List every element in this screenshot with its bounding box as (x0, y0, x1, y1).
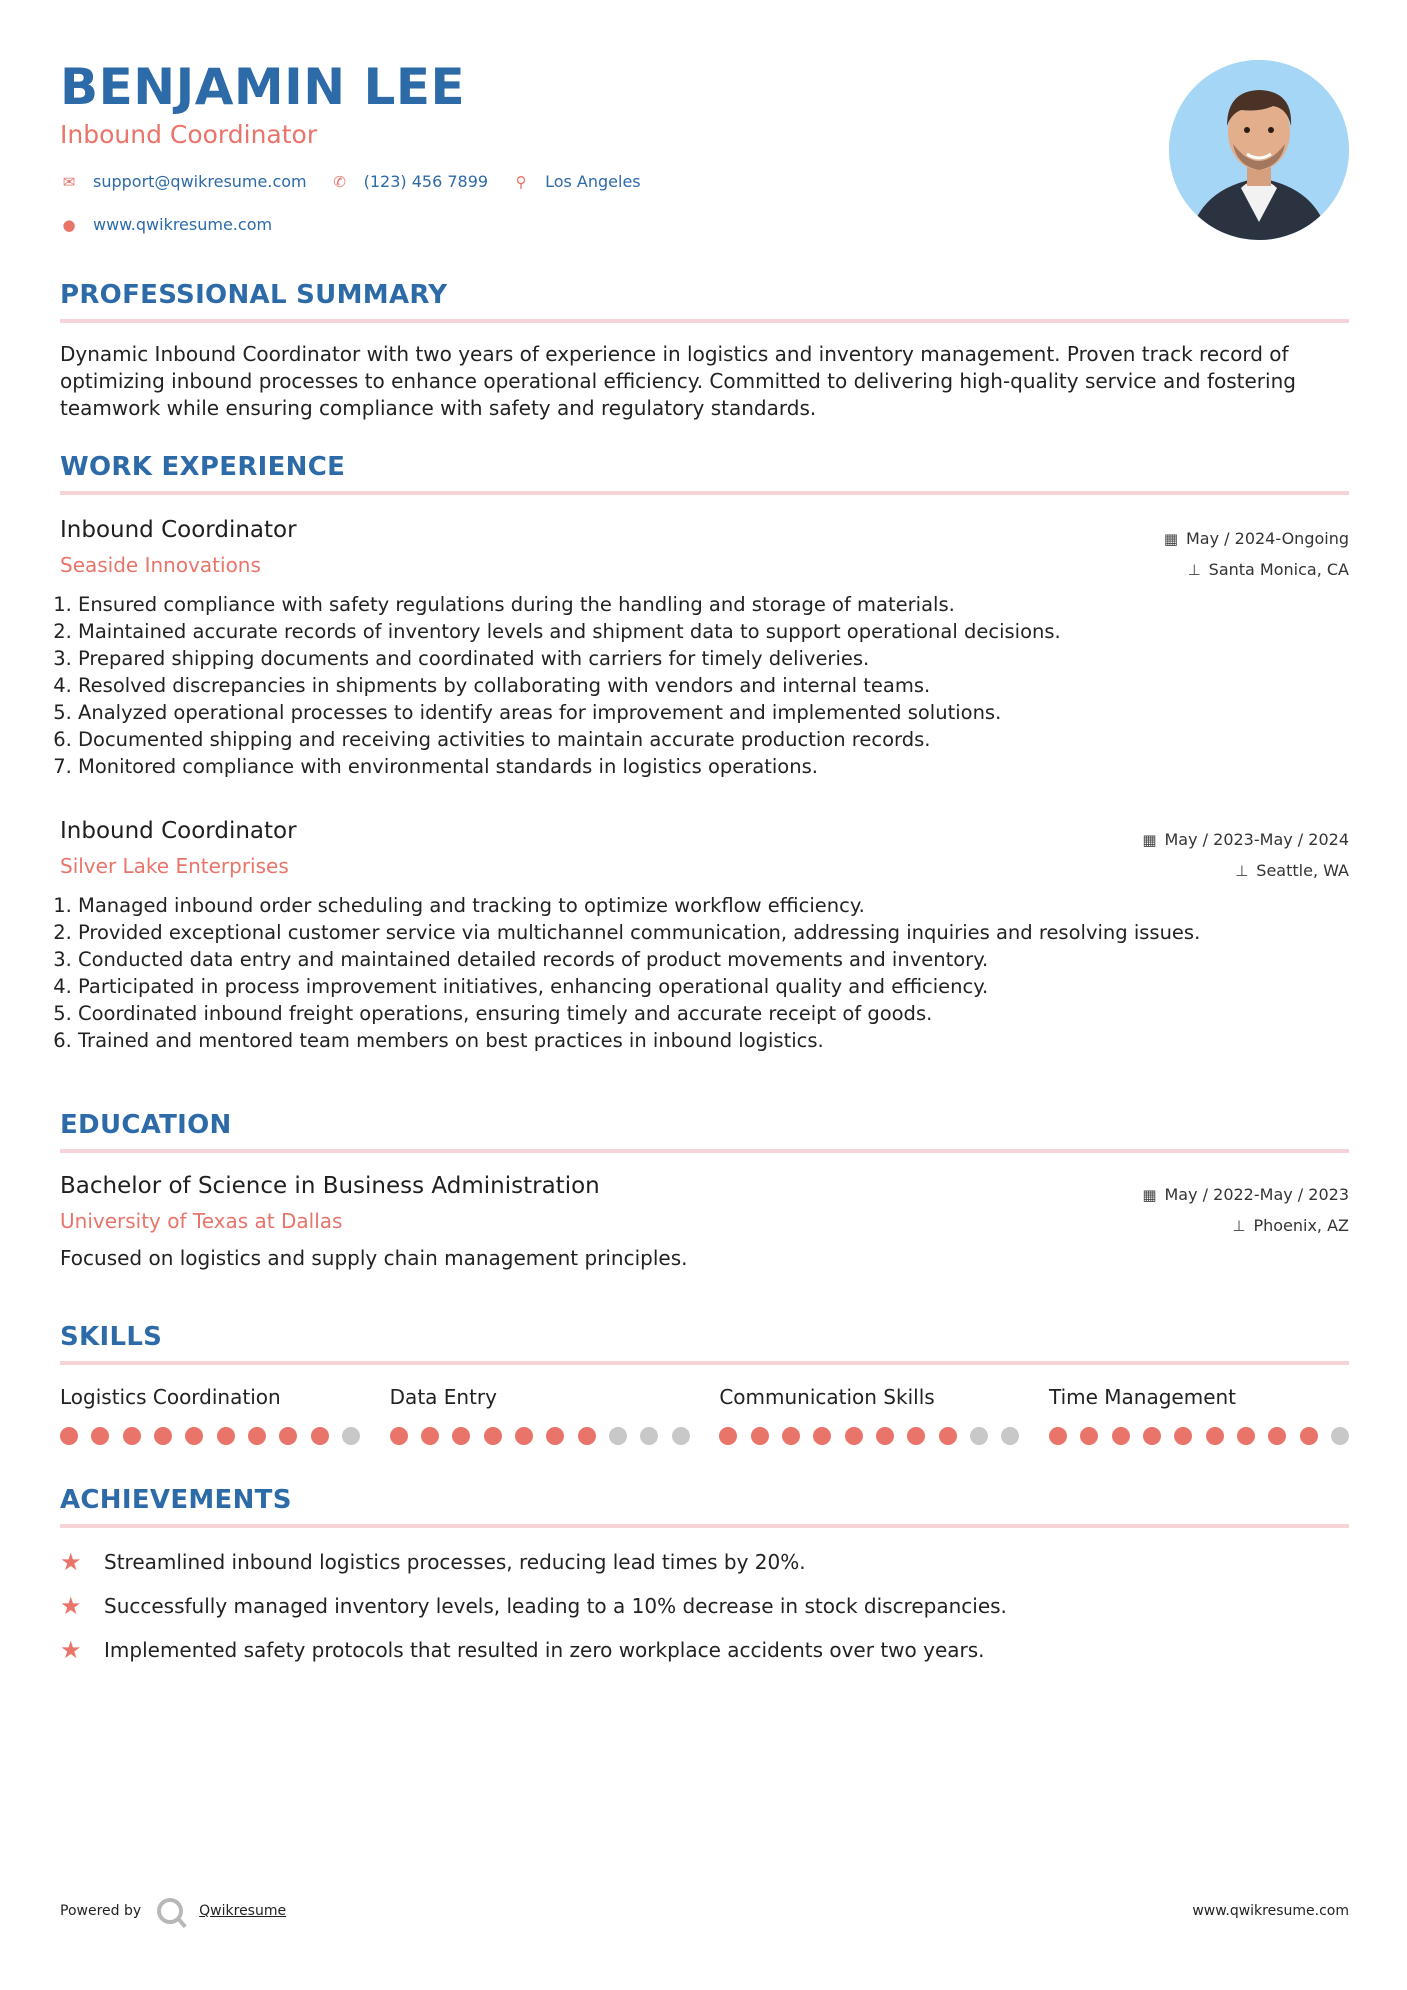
list-item: 2. Maintained accurate records of inventory levels and shipment data to support operational decisions. (78, 618, 1349, 645)
pushpin-icon: ⊥ (1187, 560, 1201, 579)
rating-dot-filled (546, 1427, 564, 1445)
rating-dot-empty (970, 1427, 988, 1445)
skill-name: Logistics Coordination (60, 1385, 281, 1409)
rating-dot-filled (185, 1427, 203, 1445)
list-item: 5. Analyzed operational processes to identify areas for improvement and implemented solutions. (78, 699, 1349, 726)
section-title: EDUCATION (60, 1110, 1349, 1153)
page-footer (60, 1898, 1349, 1924)
rating-dot-filled (751, 1427, 769, 1445)
footer-branding (60, 1898, 286, 1924)
pushpin-icon: ⊥ (1235, 861, 1249, 880)
profile-photo-illustration (1169, 60, 1349, 240)
rating-dot-filled (939, 1427, 957, 1445)
job-title: Inbound Coordinator (60, 818, 297, 844)
skill-item (1049, 1385, 1349, 1445)
skill-name: Communication Skills (719, 1385, 935, 1409)
rating-dot-filled (1112, 1427, 1130, 1445)
school-name: University of Texas at Dallas (60, 1209, 343, 1233)
star-icon: ★ (60, 1592, 82, 1620)
list-item: 1. Ensured compliance with safety regulations during the handling and storage of materials. (78, 591, 1349, 618)
phone-number[interactable]: (123) 456 7899 (363, 172, 489, 191)
list-item: 3. Conducted data entry and maintained detailed records of product movements and inventory. (78, 946, 1349, 973)
rating-dot-filled (484, 1427, 502, 1445)
rating-dot-filled (1206, 1427, 1224, 1445)
rating-dot-filled (907, 1427, 925, 1445)
rating-dot-empty (672, 1427, 690, 1445)
rating-dot-empty (342, 1427, 360, 1445)
achievement-item (60, 1540, 1349, 1584)
rating-dot-filled (60, 1427, 78, 1445)
candidate-name: BENJAMIN LEE (60, 58, 466, 116)
education-meta (1142, 1179, 1349, 1241)
job-dates: May / 2024-Ongoing (1186, 529, 1349, 548)
calendar-icon: ▦ (1142, 1185, 1157, 1204)
resume-header (60, 0, 1349, 268)
brand-link[interactable]: Qwikresume (199, 1903, 287, 1919)
skill-item (60, 1385, 360, 1445)
globe-icon: ● (62, 215, 76, 234)
candidate-role: Inbound Coordinator (60, 120, 318, 149)
summary-text: Dynamic Inbound Coordinator with two years of experience in logistics and inventory management. Proven track record of optimizing inbound processes to enhance operational efficiency. Committed to delivering high-quality service and fostering teamwork while ensuring compliance with safety and regulatory standards. (60, 342, 1296, 420)
rating-dot-filled (390, 1427, 408, 1445)
list-item: 6. Trained and mentored team members on best practices in inbound logistics. (78, 1027, 1349, 1054)
powered-by-label: Powered by (60, 1903, 142, 1919)
rating-dot-filled (217, 1427, 235, 1445)
rating-dot-filled (876, 1427, 894, 1445)
list-item: 6. Documented shipping and receiving activities to maintain accurate production records. (78, 726, 1349, 753)
rating-dot-filled (452, 1427, 470, 1445)
location-text: Los Angeles (545, 172, 641, 191)
education-entry (60, 1173, 1349, 1272)
list-item: 7. Monitored compliance with environmental standards in logistics operations. (78, 753, 1349, 780)
calendar-icon: ▦ (1142, 830, 1157, 849)
section-title: ACHIEVEMENTS (60, 1485, 1349, 1528)
job-location: Santa Monica, CA (1208, 560, 1349, 579)
rating-dot-empty (640, 1427, 658, 1445)
section-title: SKILLS (60, 1322, 1349, 1365)
education-location: Phoenix, AZ (1253, 1216, 1349, 1235)
skill-rating (390, 1427, 690, 1445)
rating-dot-filled (578, 1427, 596, 1445)
list-item: 4. Resolved discrepancies in shipments by collaborating with vendors and internal teams. (78, 672, 1349, 699)
rating-dot-filled (1080, 1427, 1098, 1445)
calendar-icon: ▦ (1163, 529, 1178, 548)
rating-dot-filled (1143, 1427, 1161, 1445)
job-meta (1142, 824, 1349, 886)
job-entry (60, 818, 1349, 1054)
website-link[interactable]: www.qwikresume.com (93, 215, 273, 234)
section-title: WORK EXPERIENCE (60, 452, 1349, 495)
skill-rating (719, 1427, 1019, 1445)
rating-dot-filled (719, 1427, 737, 1445)
section-title: PROFESSIONAL SUMMARY (60, 280, 1349, 323)
list-item: 1. Managed inbound order scheduling and tracking to optimize workflow efficiency. (78, 892, 1349, 919)
list-item: 2. Provided exceptional customer service via multichannel communication, addressing inquiries and resolving issues. (78, 919, 1349, 946)
achievement-item (60, 1628, 1349, 1672)
rating-dot-filled (1237, 1427, 1255, 1445)
job-location: Seattle, WA (1256, 861, 1349, 880)
education-description: Focused on logistics and supply chain management principles. (60, 1246, 688, 1270)
rating-dot-filled (1300, 1427, 1318, 1445)
contact-row-website (60, 215, 296, 234)
job-dates: May / 2023-May / 2024 (1164, 830, 1349, 849)
achievement-item (60, 1584, 1349, 1628)
rating-dot-filled (813, 1427, 831, 1445)
rating-dot-filled (421, 1427, 439, 1445)
list-item: 4. Participated in process improvement initiatives, enhancing operational quality and efficiency. (78, 973, 1349, 1000)
achievement-text: Implemented safety protocols that resulted in zero workplace accidents over two years. (104, 1638, 985, 1662)
company-name: Seaside Innovations (60, 553, 261, 577)
phone-icon: ✆ (333, 172, 346, 191)
skill-rating (60, 1427, 360, 1445)
job-meta (1164, 523, 1349, 585)
rating-dot-filled (845, 1427, 863, 1445)
skill-item (390, 1385, 690, 1445)
company-name: Silver Lake Enterprises (60, 854, 289, 878)
rating-dot-filled (248, 1427, 266, 1445)
job-bullets (60, 892, 1349, 1054)
email-link[interactable]: support@qwikresume.com (93, 172, 307, 191)
rating-dot-filled (123, 1427, 141, 1445)
rating-dot-filled (279, 1427, 297, 1445)
map-pin-icon: ⚲ (515, 172, 527, 191)
skills-list (60, 1385, 1349, 1445)
job-bullets (60, 591, 1349, 780)
experience-section (60, 452, 1349, 1054)
footer-website-link[interactable]: www.qwikresume.com (1192, 1903, 1349, 1919)
contact-row (60, 172, 665, 191)
list-item: 3. Prepared shipping documents and coordinated with carriers for timely deliveries. (78, 645, 1349, 672)
rating-dot-filled (1049, 1427, 1067, 1445)
rating-dot-empty (1331, 1427, 1349, 1445)
education-dates: May / 2022-May / 2023 (1164, 1185, 1349, 1204)
envelope-icon: ✉ (62, 172, 76, 191)
skills-section (60, 1322, 1349, 1445)
degree-title: Bachelor of Science in Business Administration (60, 1173, 600, 1199)
rating-dot-filled (311, 1427, 329, 1445)
achievement-text: Streamlined inbound logistics processes, reducing lead times by 20%. (104, 1550, 806, 1574)
qwikresume-logo-icon (157, 1898, 183, 1924)
skill-name: Data Entry (389, 1385, 497, 1409)
rating-dot-filled (782, 1427, 800, 1445)
achievements-list (60, 1540, 1349, 1672)
education-section (60, 1110, 1349, 1272)
achievement-text: Successfully managed inventory levels, leading to a 10% decrease in stock discrepancies. (104, 1594, 1007, 1618)
rating-dot-filled (1174, 1427, 1192, 1445)
list-item: 5. Coordinated inbound freight operations, ensuring timely and accurate receipt of goods. (78, 1000, 1349, 1027)
rating-dot-empty (609, 1427, 627, 1445)
rating-dot-filled (1268, 1427, 1286, 1445)
star-icon: ★ (60, 1548, 82, 1576)
resume-page (60, 0, 1349, 1672)
pushpin-icon: ⊥ (1232, 1216, 1246, 1235)
summary-section (60, 280, 1349, 422)
rating-dot-filled (515, 1427, 533, 1445)
job-title: Inbound Coordinator (60, 517, 297, 543)
job-entry (60, 517, 1349, 780)
skill-item (719, 1385, 1019, 1445)
star-icon: ★ (60, 1636, 82, 1664)
profile-photo (1169, 60, 1349, 240)
skill-name: Time Management (1048, 1385, 1237, 1409)
achievements-section (60, 1485, 1349, 1672)
skill-rating (1049, 1427, 1349, 1445)
rating-dot-filled (91, 1427, 109, 1445)
rating-dot-empty (1001, 1427, 1019, 1445)
rating-dot-filled (154, 1427, 172, 1445)
